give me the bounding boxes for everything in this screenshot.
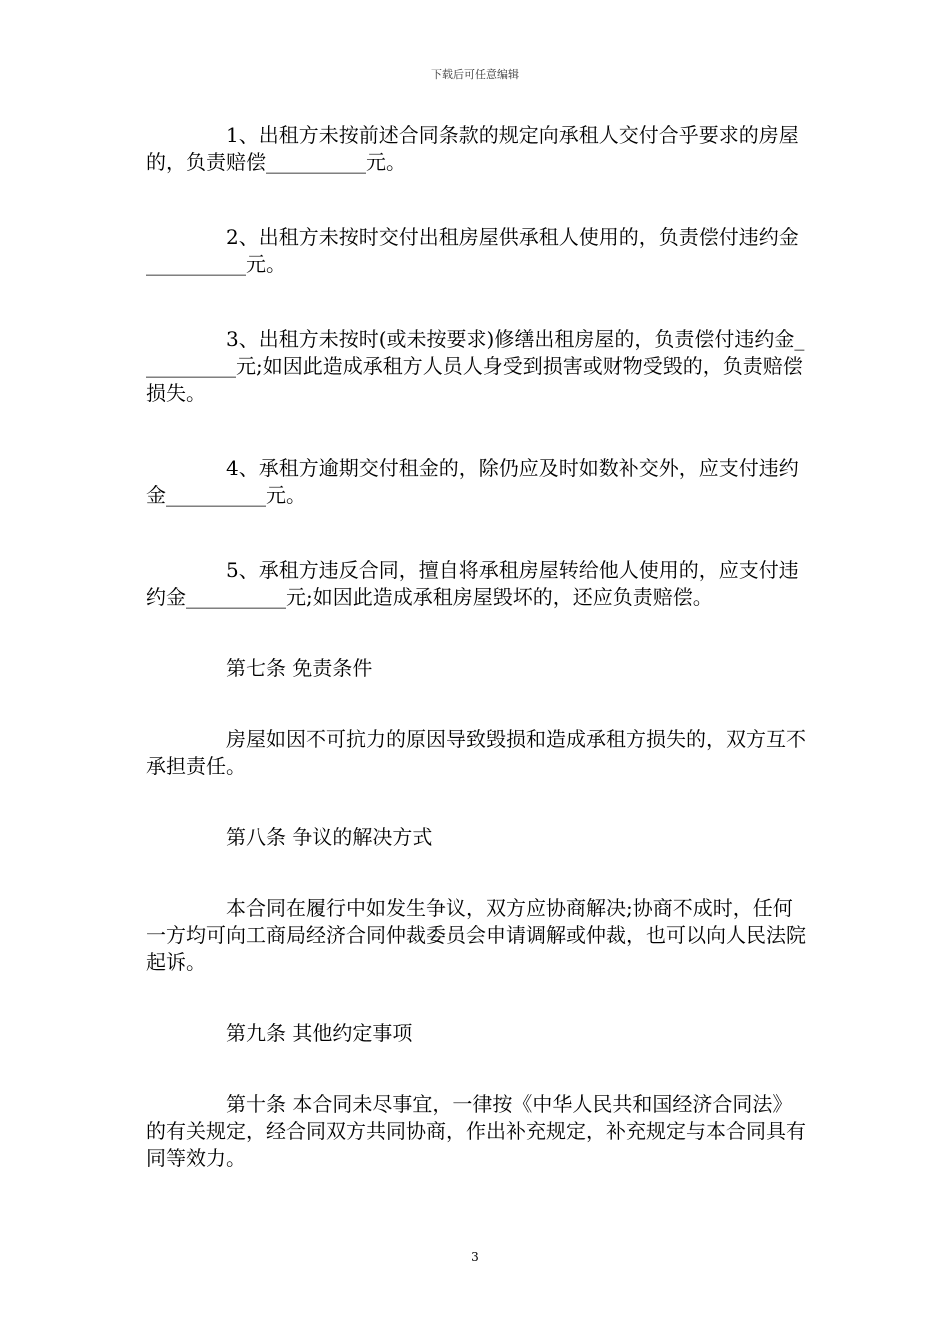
page-number: 3	[471, 1250, 479, 1264]
clause-penalty-2: 2、出租方未按时交付出租房屋供承租人使用的，负责偿付违约金__________元。	[146, 225, 799, 276]
clause-penalty-4: 4、承租方逾期交付租金的，除仍应及时如数补交外，应支付违约金__________元。	[146, 456, 799, 507]
article-8-heading: 第八条 争议的解决方式	[226, 825, 433, 849]
article-7-body: 房屋如因不可抗力的原因导致毁损和造成承租方损失的，双方互不承担责任。	[146, 727, 806, 778]
document-body	[146, 122, 806, 1172]
clause-penalty-5: 5、承租方违反合同，擅自将承租房屋转给他人使用的，应支付违约金__________元;如因此造成承租房屋毁坏的，还应负责赔偿。	[146, 558, 799, 609]
clause-penalty-1: 1、出租方未按前述合同条款的规定向承租人交付合乎要求的房屋的，负责赔偿__________元。	[146, 123, 799, 174]
article-9-heading: 第九条 其他约定事项	[226, 1021, 413, 1045]
clause-penalty-3: 3、出租方未按时(或未按要求)修缮出租房屋的，负责偿付违约金__________元;如因此造成承租方人员人身受到损害或财物受毁的，负责赔偿损失。	[146, 327, 805, 405]
article-10-body: 第十条 本合同未尽事宜，一律按《中华人民共和国经济合同法》的有关规定，经合同双方共同协商，作出补充规定，补充规定与本合同具有同等效力。	[146, 1092, 806, 1170]
article-7-heading: 第七条 免责条件	[226, 656, 373, 680]
header-note: 下载后可任意编辑	[431, 68, 519, 81]
article-8-body: 本合同在履行中如发生争议，双方应协商解决;协商不成时，任何一方均可向工商局经济合同仲裁委员会申请调解或仲裁，也可以向人民法院起诉。	[146, 896, 806, 974]
